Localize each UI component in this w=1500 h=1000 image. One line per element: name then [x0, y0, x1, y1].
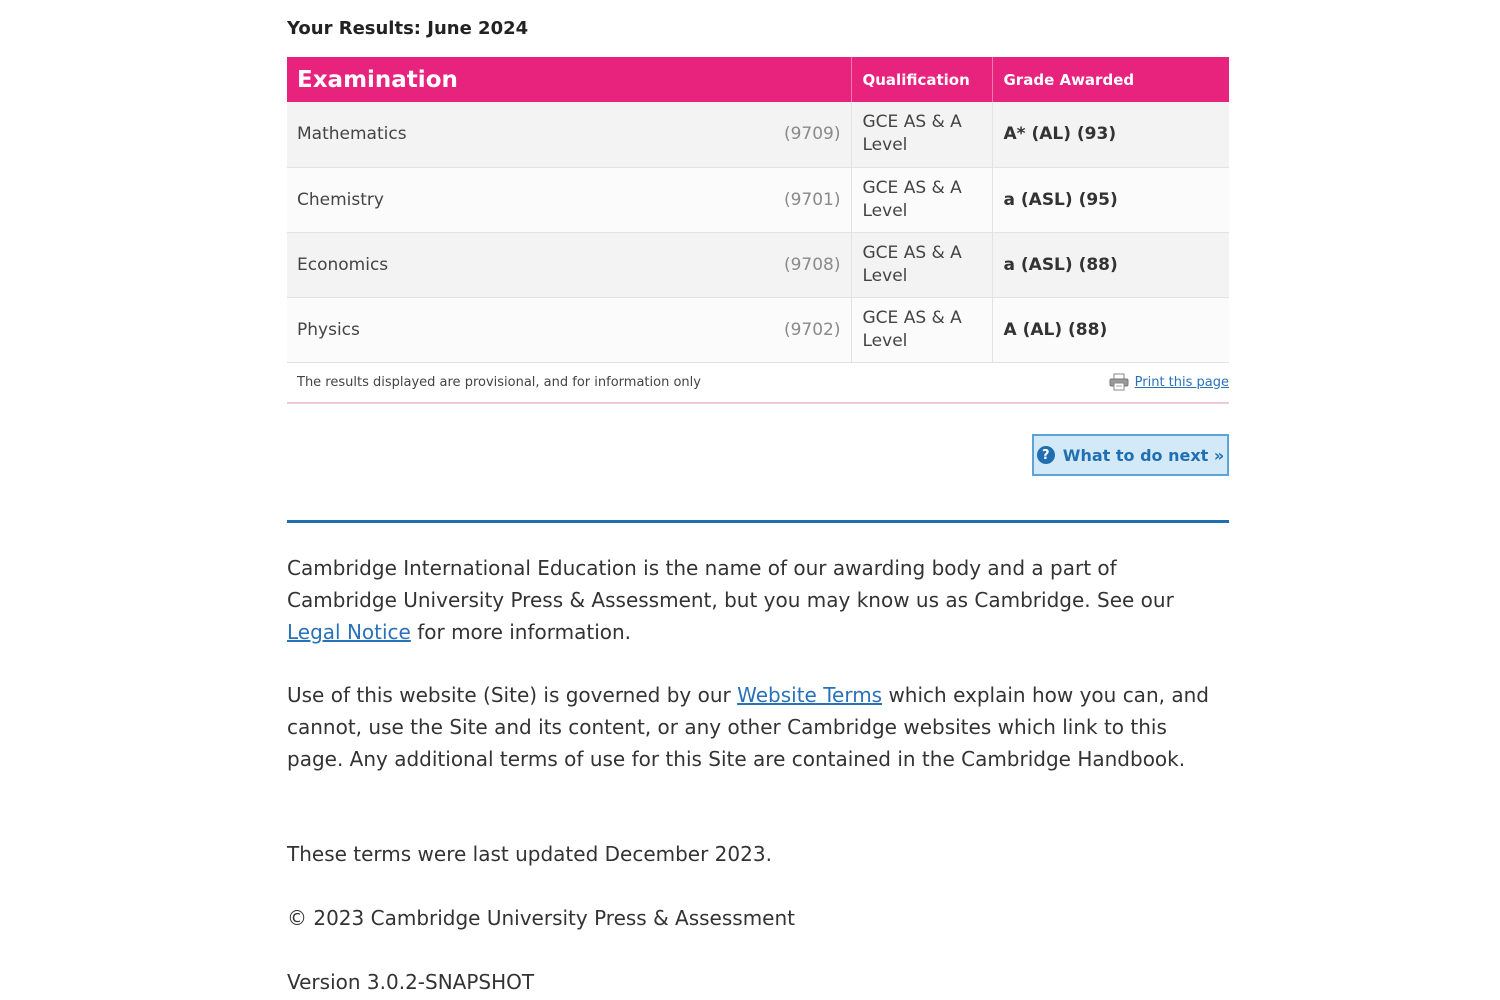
qualification-cell: GCE AS & A Level [851, 232, 992, 297]
exam-cell [287, 167, 851, 232]
print-page-link[interactable] [1109, 373, 1229, 391]
section-divider [287, 520, 1229, 523]
subject-code: (9701) [783, 189, 841, 210]
exam-cell [287, 232, 851, 297]
subject-name: Physics [297, 319, 360, 340]
website-terms-link[interactable]: Website Terms [737, 683, 883, 707]
table-header-row [287, 57, 1229, 102]
what-to-do-next-label[interactable]: What to do next » [1062, 445, 1225, 465]
terms-updated-text: These terms were last updated December 2023. [287, 842, 772, 866]
subject-name: Economics [297, 254, 389, 275]
legal-notice-link[interactable]: Legal Notice [287, 620, 411, 644]
qualification-cell: GCE AS & A Level [851, 102, 992, 167]
page-title: Your Results: June 2024 [287, 18, 529, 39]
footer-text: Use of this website (Site) is governed by our [287, 683, 738, 707]
footer-terms-paragraph [287, 679, 1229, 775]
table-row [287, 297, 1229, 362]
exam-cell [287, 102, 851, 167]
version-text: Version 3.0.2-SNAPSHOT [287, 970, 535, 994]
printer-icon[interactable] [1109, 373, 1129, 391]
subject-code: (9709) [783, 124, 841, 145]
qualification-cell: GCE AS & A Level [851, 297, 992, 362]
footer-text: for more information. [410, 620, 632, 644]
subject-code: (9708) [783, 254, 841, 275]
column-header-examination: Examination [287, 57, 851, 102]
table-row [287, 102, 1229, 167]
grade-cell: A* (AL) (93) [992, 102, 1229, 167]
table-row [287, 167, 1229, 232]
grade-cell: a (ASL) (95) [992, 167, 1229, 232]
grade-cell: A (AL) (88) [992, 297, 1229, 362]
results-table [287, 57, 1229, 363]
column-header-qualification: Qualification [851, 57, 992, 102]
print-page-label[interactable]: Print this page [1134, 374, 1229, 390]
footer-text: Cambridge International Education is the name of our awarding body and a part of Cambridge University Press & Assessment, but you may know us as Cambridge. See our [287, 556, 1174, 612]
subject-name: Mathematics [297, 124, 407, 145]
footer-text: which explain how you can, and cannot, use the Site and its content, or any other Cambridge websites which link to this page. Any additional terms of use for this Site are contained in the Cambridge Handbook. [287, 683, 1209, 771]
qualification-cell: GCE AS & A Level [851, 167, 992, 232]
grade-cell: a (ASL) (88) [992, 232, 1229, 297]
subject-code: (9702) [783, 319, 841, 340]
what-to-do-next-button[interactable] [1032, 434, 1229, 476]
provisional-notice: The results displayed are provisional, and for information only [297, 374, 701, 390]
subject-name: Chemistry [297, 189, 384, 210]
footer-legal-paragraph [287, 552, 1229, 648]
table-row [287, 232, 1229, 297]
provisional-notice-row [287, 362, 1229, 404]
exam-cell [287, 297, 851, 362]
help-icon: ? [1037, 446, 1055, 464]
copyright-text: © 2023 Cambridge University Press & Assessment [287, 906, 796, 930]
column-header-grade: Grade Awarded [992, 57, 1229, 102]
